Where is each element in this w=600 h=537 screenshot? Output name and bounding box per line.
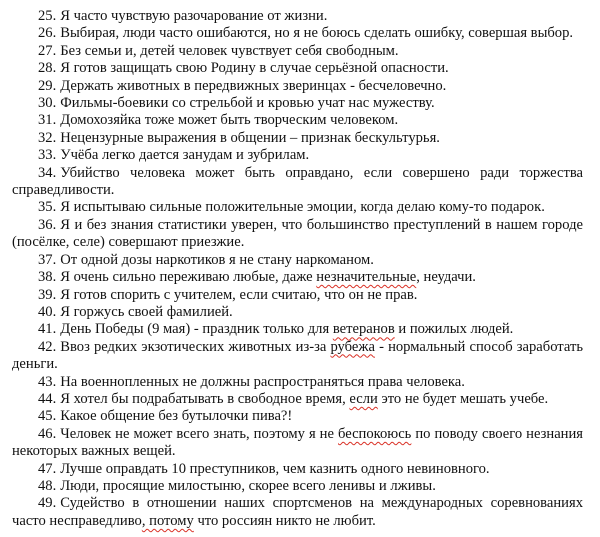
item-text-pre: Судейство в отношении наших спортсменов на международных соревнованиях часто несправедливо — [12, 495, 583, 529]
list-item — [12, 426, 583, 461]
item-number: 39. — [38, 286, 57, 303]
list-item — [12, 60, 583, 77]
item-text: На военнопленных не должны распространяться права человека. — [60, 373, 465, 390]
item-number: 40. — [38, 303, 57, 320]
item-text-post: что россиян никто не любит. — [193, 512, 376, 529]
item-text-post: по поводу своего незнания некоторых важных вещей. — [12, 425, 583, 460]
item-text: Держать животных в передвижных зверинцах - бесчеловечно. — [60, 77, 447, 94]
item-text: Выбирая, люди часто ошибаются, но я не боюсь сделать ошибку, совершая выбор. — [60, 25, 574, 42]
item-text-pre: Ввоз редких экзотических животных из-за — [60, 338, 331, 355]
item-number: 49. — [38, 495, 57, 512]
spellcheck-underlined-word[interactable]: беспокоюсь — [338, 425, 412, 442]
item-number: 41. — [38, 321, 57, 338]
spellcheck-underlined-word[interactable]: , потому — [141, 512, 194, 529]
item-text: Какое общение без бутылочки пива?! — [60, 408, 293, 425]
item-text: Убийство человека может быть оправдано, если совершено ради торжества справедливости. — [12, 164, 583, 199]
list-item — [12, 478, 583, 495]
item-text: Я и без знания статистики уверен, что большинство преступлений в нашем городе (посёлке, селе) совершают приезжие. — [12, 216, 583, 251]
item-text-post: - нормальный способ заработать деньги. — [12, 338, 583, 373]
list-item — [12, 339, 583, 374]
spellcheck-underlined-word[interactable]: рубежа — [330, 338, 375, 355]
list-item — [12, 374, 583, 391]
list-item — [12, 304, 583, 321]
item-number: 31. — [38, 112, 57, 129]
item-number: 43. — [38, 373, 57, 390]
item-text: Я готов защищать свою Родину в случае серьёзной опасности. — [60, 60, 449, 77]
item-number: 44. — [38, 390, 57, 407]
item-text: Без семьи и, детей человек чувствует себя свободным. — [60, 42, 399, 59]
list-item — [12, 252, 583, 269]
list-item — [12, 217, 583, 252]
list-item — [12, 95, 583, 112]
item-number: 30. — [38, 95, 57, 112]
spellcheck-underlined-word[interactable]: незначительные — [316, 269, 417, 286]
item-text-pre: Человек не может всего знать, поэтому я не — [60, 425, 338, 442]
item-number: 34. — [38, 164, 57, 181]
item-text-pre: Я хотел бы подрабатывать в свободное время, — [60, 390, 350, 407]
item-text-post: это не будет мешать учебе. — [377, 390, 549, 407]
item-text: Люди, просящие милостыню, скорее всего ленивы и лживы. — [60, 477, 436, 494]
spellcheck-underlined-word[interactable]: ветеранов — [332, 321, 395, 338]
list-item — [12, 408, 583, 425]
item-number: 32. — [38, 129, 57, 146]
item-text: Я испытываю сильные положительные эмоции, когда делаю кому-то подарок. — [60, 199, 545, 216]
list-item — [12, 391, 583, 408]
document-page — [12, 8, 583, 530]
item-number: 46. — [38, 425, 57, 442]
item-text-post: , неудачи. — [416, 269, 476, 286]
item-number: 27. — [38, 42, 57, 59]
list-item — [12, 78, 583, 95]
spellcheck-underlined-word[interactable]: если — [349, 390, 378, 407]
item-number: 48. — [38, 477, 57, 494]
item-number: 47. — [38, 460, 57, 477]
list-item — [12, 112, 583, 129]
item-text-pre: Я очень сильно переживаю любые, даже — [60, 269, 317, 286]
item-text: От одной дозы наркотиков я не стану наркоманом. — [60, 251, 374, 268]
item-text: Лучше оправдать 10 преступников, чем казнить одного невиновного. — [60, 460, 490, 477]
item-number: 29. — [38, 77, 57, 94]
list-item — [12, 147, 583, 164]
list-item — [12, 43, 583, 60]
item-text-pre: День Победы (9 мая) - праздник только для — [60, 321, 333, 338]
item-number: 26. — [38, 25, 57, 42]
list-item — [12, 321, 583, 338]
list-item — [12, 25, 583, 42]
item-number: 45. — [38, 408, 57, 425]
item-number: 37. — [38, 251, 57, 268]
item-number: 38. — [38, 269, 57, 286]
item-number: 36. — [38, 216, 57, 233]
item-text: Учёба легко дается занудам и зубрилам. — [60, 147, 310, 164]
item-text-post: и пожилых людей. — [394, 321, 514, 338]
list-item — [12, 287, 583, 304]
item-text: Домохозяйка тоже может быть творческим человеком. — [60, 112, 399, 129]
list-item — [12, 495, 583, 530]
list-item — [12, 199, 583, 216]
list-item — [12, 461, 583, 478]
item-number: 28. — [38, 60, 57, 77]
list-item — [12, 269, 583, 286]
list-item — [12, 165, 583, 200]
item-text: Нецензурные выражения в общении – признак бескультурья. — [60, 129, 440, 146]
item-text: Фильмы-боевики со стрельбой и кровью учат нас мужеству. — [60, 95, 435, 112]
item-number: 42. — [38, 338, 57, 355]
item-text: Я горжусь своей фамилией. — [60, 303, 233, 320]
item-text: Я часто чувствую разочарование от жизни. — [60, 8, 328, 24]
item-number: 25. — [38, 8, 57, 24]
item-number: 33. — [38, 147, 57, 164]
item-number: 35. — [38, 199, 57, 216]
list-item — [12, 130, 583, 147]
list-item — [12, 8, 583, 25]
item-text: Я готов спорить с учителем, если считаю, что он не прав. — [60, 286, 418, 303]
